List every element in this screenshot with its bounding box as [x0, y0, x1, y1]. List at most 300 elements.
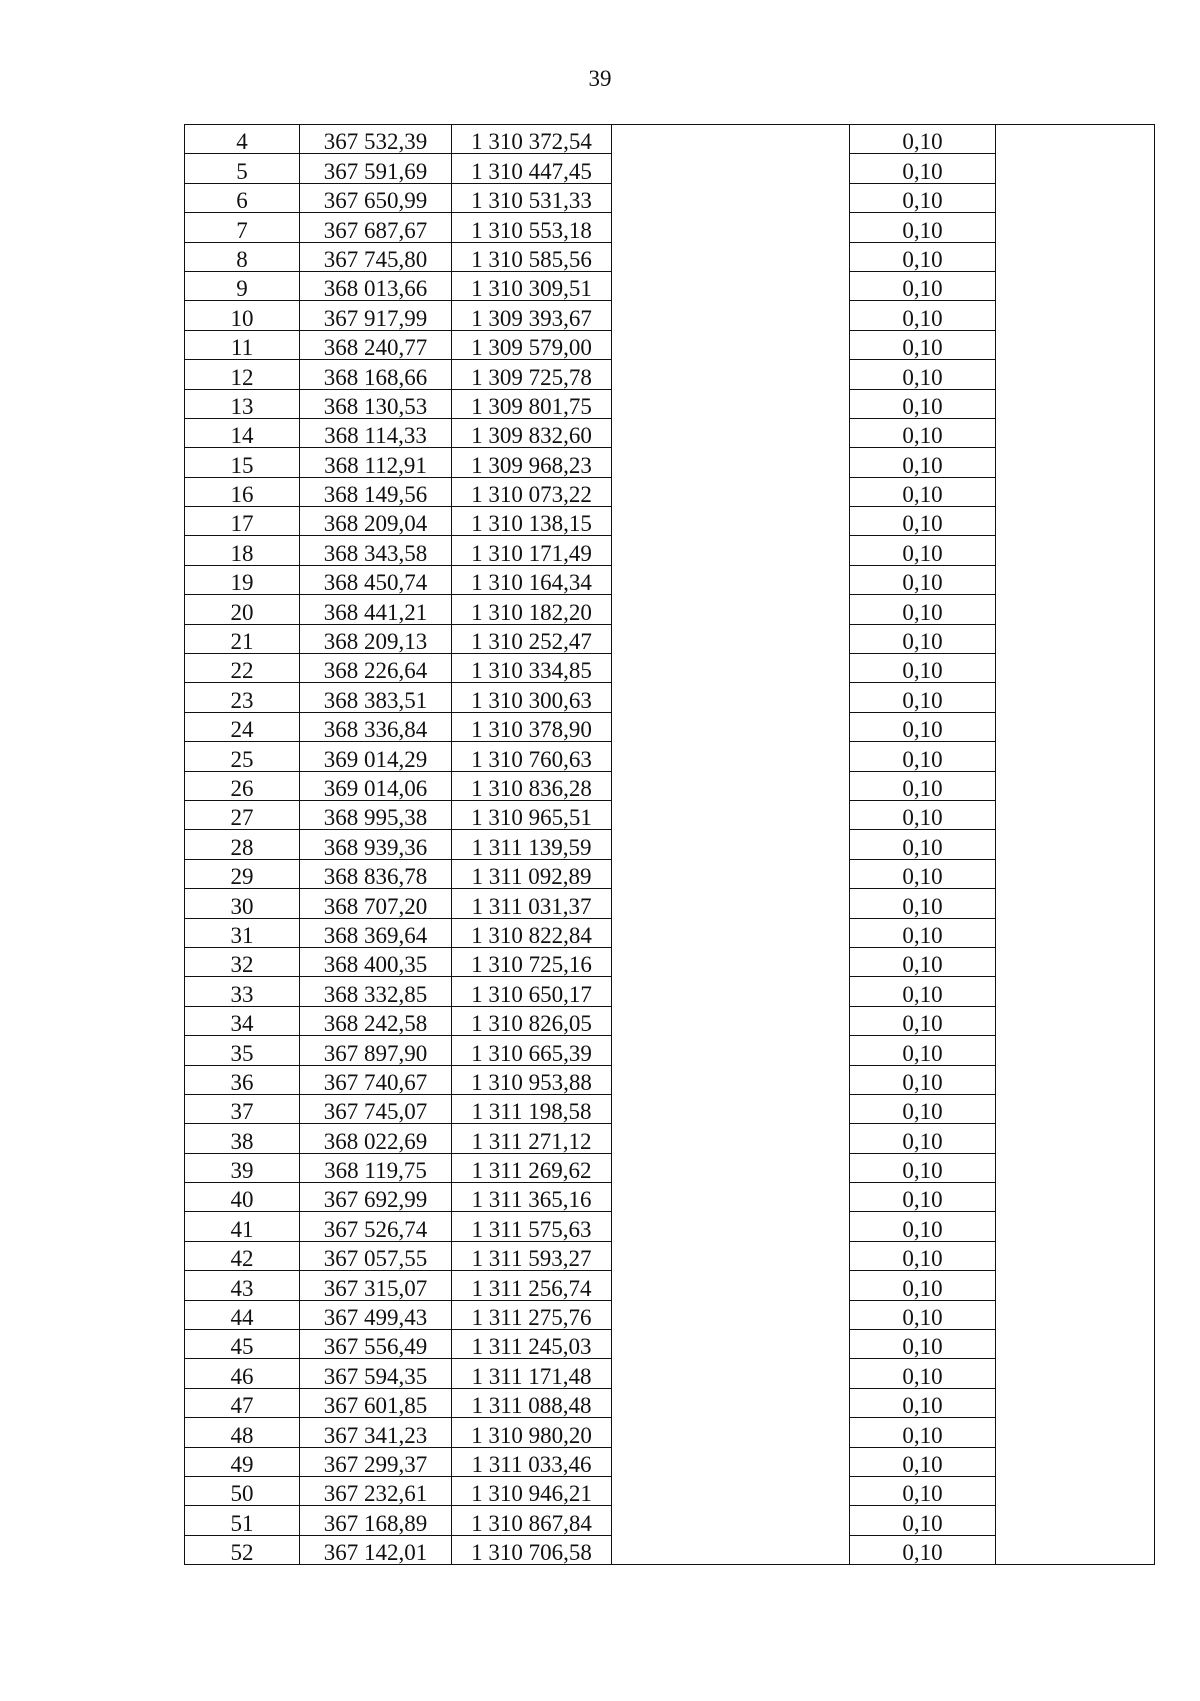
- blank-cell: [996, 301, 1155, 330]
- blank-cell: [612, 1036, 850, 1065]
- accuracy-cell: 0,10: [850, 889, 996, 918]
- table-row: [185, 389, 1155, 418]
- accuracy-cell: 0,10: [850, 742, 996, 771]
- table-row: [185, 1535, 1155, 1564]
- blank-cell: [996, 1006, 1155, 1035]
- blank-cell: [996, 242, 1155, 271]
- point-number-cell: 19: [185, 565, 300, 594]
- point-number-cell: 27: [185, 800, 300, 829]
- blank-cell: [612, 654, 850, 683]
- y-coordinate-cell: 1 311 092,89: [452, 859, 612, 888]
- x-coordinate-cell: 368 226,64: [300, 654, 452, 683]
- page-number: 39: [588, 66, 612, 91]
- accuracy-cell: 0,10: [850, 1006, 996, 1035]
- point-number-cell: 4: [185, 125, 300, 154]
- blank-cell: [996, 771, 1155, 800]
- x-coordinate-cell: 367 745,07: [300, 1094, 452, 1123]
- accuracy-cell: 0,10: [850, 1535, 996, 1564]
- table-row: [185, 1212, 1155, 1241]
- point-number-cell: 13: [185, 389, 300, 418]
- table-row: [185, 1036, 1155, 1065]
- accuracy-cell: 0,10: [850, 1476, 996, 1505]
- point-number-cell: 35: [185, 1036, 300, 1065]
- accuracy-cell: 0,10: [850, 859, 996, 888]
- accuracy-cell: 0,10: [850, 1447, 996, 1476]
- blank-cell: [996, 330, 1155, 359]
- blank-cell: [612, 1153, 850, 1182]
- table-row: [185, 1447, 1155, 1476]
- y-coordinate-cell: 1 310 946,21: [452, 1476, 612, 1505]
- accuracy-cell: 0,10: [850, 330, 996, 359]
- coordinate-table: [184, 124, 1155, 1565]
- point-number-cell: 16: [185, 477, 300, 506]
- x-coordinate-cell: 367 740,67: [300, 1065, 452, 1094]
- x-coordinate-cell: 367 650,99: [300, 183, 452, 212]
- y-coordinate-cell: 1 310 836,28: [452, 771, 612, 800]
- accuracy-cell: 0,10: [850, 1124, 996, 1153]
- blank-cell: [996, 183, 1155, 212]
- blank-cell: [612, 183, 850, 212]
- blank-cell: [996, 448, 1155, 477]
- blank-cell: [996, 565, 1155, 594]
- accuracy-cell: 0,10: [850, 977, 996, 1006]
- y-coordinate-cell: 1 311 171,48: [452, 1359, 612, 1388]
- y-coordinate-cell: 1 310 953,88: [452, 1065, 612, 1094]
- point-number-cell: 39: [185, 1153, 300, 1182]
- x-coordinate-cell: 367 687,67: [300, 213, 452, 242]
- blank-cell: [612, 301, 850, 330]
- blank-cell: [612, 1476, 850, 1505]
- blank-cell: [612, 1418, 850, 1447]
- blank-cell: [612, 536, 850, 565]
- y-coordinate-cell: 1 311 198,58: [452, 1094, 612, 1123]
- table-row: [185, 947, 1155, 976]
- table-row: [185, 1300, 1155, 1329]
- blank-cell: [612, 1124, 850, 1153]
- accuracy-cell: 0,10: [850, 947, 996, 976]
- table-row: [185, 742, 1155, 771]
- table-row: [185, 830, 1155, 859]
- x-coordinate-cell: 367 594,35: [300, 1359, 452, 1388]
- point-number-cell: 8: [185, 242, 300, 271]
- blank-cell: [612, 213, 850, 242]
- blank-cell: [612, 360, 850, 389]
- blank-cell: [996, 1036, 1155, 1065]
- point-number-cell: 6: [185, 183, 300, 212]
- x-coordinate-cell: 368 168,66: [300, 360, 452, 389]
- blank-cell: [612, 1271, 850, 1300]
- table-row: [185, 977, 1155, 1006]
- x-coordinate-cell: 367 299,37: [300, 1447, 452, 1476]
- point-number-cell: 46: [185, 1359, 300, 1388]
- blank-cell: [996, 1153, 1155, 1182]
- x-coordinate-cell: 367 556,49: [300, 1330, 452, 1359]
- blank-cell: [996, 536, 1155, 565]
- x-coordinate-cell: 368 209,13: [300, 624, 452, 653]
- y-coordinate-cell: 1 310 650,17: [452, 977, 612, 1006]
- point-number-cell: 42: [185, 1241, 300, 1270]
- y-coordinate-cell: 1 309 579,00: [452, 330, 612, 359]
- accuracy-cell: 0,10: [850, 360, 996, 389]
- blank-cell: [996, 1388, 1155, 1417]
- table-row: [185, 477, 1155, 506]
- blank-cell: [996, 1300, 1155, 1329]
- y-coordinate-cell: 1 309 832,60: [452, 418, 612, 447]
- blank-cell: [996, 507, 1155, 536]
- table-row: [185, 1183, 1155, 1212]
- y-coordinate-cell: 1 311 139,59: [452, 830, 612, 859]
- blank-cell: [996, 360, 1155, 389]
- table-row: [185, 595, 1155, 624]
- blank-cell: [996, 418, 1155, 447]
- blank-cell: [996, 154, 1155, 183]
- y-coordinate-cell: 1 311 575,63: [452, 1212, 612, 1241]
- blank-cell: [996, 1418, 1155, 1447]
- blank-cell: [996, 1359, 1155, 1388]
- accuracy-cell: 0,10: [850, 183, 996, 212]
- blank-cell: [612, 800, 850, 829]
- blank-cell: [612, 889, 850, 918]
- blank-cell: [996, 889, 1155, 918]
- x-coordinate-cell: 367 897,90: [300, 1036, 452, 1065]
- blank-cell: [996, 683, 1155, 712]
- blank-cell: [996, 1535, 1155, 1564]
- x-coordinate-cell: 368 013,66: [300, 271, 452, 300]
- x-coordinate-cell: 367 057,55: [300, 1241, 452, 1270]
- blank-cell: [612, 418, 850, 447]
- point-number-cell: 30: [185, 889, 300, 918]
- blank-cell: [996, 1094, 1155, 1123]
- x-coordinate-cell: 368 240,77: [300, 330, 452, 359]
- x-coordinate-cell: 367 142,01: [300, 1535, 452, 1564]
- point-number-cell: 45: [185, 1330, 300, 1359]
- point-number-cell: 21: [185, 624, 300, 653]
- y-coordinate-cell: 1 309 725,78: [452, 360, 612, 389]
- y-coordinate-cell: 1 310 760,63: [452, 742, 612, 771]
- accuracy-cell: 0,10: [850, 271, 996, 300]
- table-row: [185, 712, 1155, 741]
- point-number-cell: 32: [185, 947, 300, 976]
- blank-cell: [996, 654, 1155, 683]
- y-coordinate-cell: 1 310 309,51: [452, 271, 612, 300]
- x-coordinate-cell: 368 383,51: [300, 683, 452, 712]
- blank-cell: [612, 1388, 850, 1417]
- accuracy-cell: 0,10: [850, 1359, 996, 1388]
- blank-cell: [996, 742, 1155, 771]
- blank-cell: [612, 624, 850, 653]
- point-number-cell: 18: [185, 536, 300, 565]
- table-row: [185, 448, 1155, 477]
- point-number-cell: 28: [185, 830, 300, 859]
- table-row: [185, 1359, 1155, 1388]
- point-number-cell: 49: [185, 1447, 300, 1476]
- table-row: [185, 771, 1155, 800]
- blank-cell: [612, 1241, 850, 1270]
- blank-cell: [612, 507, 850, 536]
- blank-cell: [612, 683, 850, 712]
- table-row: [185, 624, 1155, 653]
- y-coordinate-cell: 1 311 256,74: [452, 1271, 612, 1300]
- point-number-cell: 51: [185, 1506, 300, 1535]
- accuracy-cell: 0,10: [850, 800, 996, 829]
- table-row: [185, 889, 1155, 918]
- x-coordinate-cell: 368 119,75: [300, 1153, 452, 1182]
- blank-cell: [612, 947, 850, 976]
- point-number-cell: 37: [185, 1094, 300, 1123]
- accuracy-cell: 0,10: [850, 565, 996, 594]
- blank-cell: [612, 977, 850, 1006]
- point-number-cell: 47: [185, 1388, 300, 1417]
- x-coordinate-cell: 367 745,80: [300, 242, 452, 271]
- blank-cell: [996, 1476, 1155, 1505]
- table-row: [185, 271, 1155, 300]
- table-row: [185, 654, 1155, 683]
- blank-cell: [612, 771, 850, 800]
- y-coordinate-cell: 1 310 980,20: [452, 1418, 612, 1447]
- accuracy-cell: 0,10: [850, 1183, 996, 1212]
- table-row: [185, 918, 1155, 947]
- accuracy-cell: 0,10: [850, 1036, 996, 1065]
- blank-cell: [612, 242, 850, 271]
- blank-cell: [996, 1065, 1155, 1094]
- table-row: [185, 507, 1155, 536]
- blank-cell: [996, 830, 1155, 859]
- point-number-cell: 33: [185, 977, 300, 1006]
- accuracy-cell: 0,10: [850, 418, 996, 447]
- blank-cell: [612, 1535, 850, 1564]
- blank-cell: [996, 712, 1155, 741]
- accuracy-cell: 0,10: [850, 1065, 996, 1094]
- y-coordinate-cell: 1 311 271,12: [452, 1124, 612, 1153]
- y-coordinate-cell: 1 310 252,47: [452, 624, 612, 653]
- blank-cell: [612, 1330, 850, 1359]
- blank-cell: [996, 1241, 1155, 1270]
- blank-cell: [612, 389, 850, 418]
- blank-cell: [996, 595, 1155, 624]
- accuracy-cell: 0,10: [850, 154, 996, 183]
- accuracy-cell: 0,10: [850, 242, 996, 271]
- accuracy-cell: 0,10: [850, 830, 996, 859]
- point-number-cell: 25: [185, 742, 300, 771]
- y-coordinate-cell: 1 310 334,85: [452, 654, 612, 683]
- y-coordinate-cell: 1 310 372,54: [452, 125, 612, 154]
- blank-cell: [996, 1212, 1155, 1241]
- point-number-cell: 48: [185, 1418, 300, 1447]
- accuracy-cell: 0,10: [850, 1330, 996, 1359]
- table-row: [185, 213, 1155, 242]
- point-number-cell: 23: [185, 683, 300, 712]
- table-row: [185, 1476, 1155, 1505]
- x-coordinate-cell: 369 014,06: [300, 771, 452, 800]
- blank-cell: [612, 154, 850, 183]
- accuracy-cell: 0,10: [850, 595, 996, 624]
- point-number-cell: 10: [185, 301, 300, 330]
- x-coordinate-cell: 368 369,64: [300, 918, 452, 947]
- table-row: [185, 242, 1155, 271]
- y-coordinate-cell: 1 309 393,67: [452, 301, 612, 330]
- x-coordinate-cell: 368 209,04: [300, 507, 452, 536]
- accuracy-cell: 0,10: [850, 1418, 996, 1447]
- table-row: [185, 183, 1155, 212]
- y-coordinate-cell: 1 310 867,84: [452, 1506, 612, 1535]
- point-number-cell: 29: [185, 859, 300, 888]
- y-coordinate-cell: 1 310 585,56: [452, 242, 612, 271]
- x-coordinate-cell: 367 341,23: [300, 1418, 452, 1447]
- x-coordinate-cell: 368 149,56: [300, 477, 452, 506]
- accuracy-cell: 0,10: [850, 683, 996, 712]
- table-row: [185, 683, 1155, 712]
- table-row: [185, 800, 1155, 829]
- accuracy-cell: 0,10: [850, 477, 996, 506]
- blank-cell: [612, 595, 850, 624]
- y-coordinate-cell: 1 311 031,37: [452, 889, 612, 918]
- x-coordinate-cell: 367 601,85: [300, 1388, 452, 1417]
- x-coordinate-cell: 368 332,85: [300, 977, 452, 1006]
- point-number-cell: 22: [185, 654, 300, 683]
- accuracy-cell: 0,10: [850, 507, 996, 536]
- blank-cell: [612, 1300, 850, 1329]
- table-row: [185, 125, 1155, 154]
- y-coordinate-cell: 1 310 300,63: [452, 683, 612, 712]
- accuracy-cell: 0,10: [850, 1300, 996, 1329]
- x-coordinate-cell: 367 499,43: [300, 1300, 452, 1329]
- x-coordinate-cell: 368 336,84: [300, 712, 452, 741]
- y-coordinate-cell: 1 311 033,46: [452, 1447, 612, 1476]
- y-coordinate-cell: 1 311 593,27: [452, 1241, 612, 1270]
- table-row: [185, 360, 1155, 389]
- point-number-cell: 34: [185, 1006, 300, 1035]
- accuracy-cell: 0,10: [850, 448, 996, 477]
- y-coordinate-cell: 1 310 822,84: [452, 918, 612, 947]
- table-row: [185, 1094, 1155, 1123]
- table-row: [185, 1418, 1155, 1447]
- y-coordinate-cell: 1 311 365,16: [452, 1183, 612, 1212]
- point-number-cell: 50: [185, 1476, 300, 1505]
- accuracy-cell: 0,10: [850, 654, 996, 683]
- point-number-cell: 40: [185, 1183, 300, 1212]
- point-number-cell: 31: [185, 918, 300, 947]
- blank-cell: [612, 859, 850, 888]
- blank-cell: [996, 1271, 1155, 1300]
- x-coordinate-cell: 368 450,74: [300, 565, 452, 594]
- x-coordinate-cell: 368 022,69: [300, 1124, 452, 1153]
- blank-cell: [996, 918, 1155, 947]
- accuracy-cell: 0,10: [850, 624, 996, 653]
- x-coordinate-cell: 367 591,69: [300, 154, 452, 183]
- x-coordinate-cell: 367 532,39: [300, 125, 452, 154]
- table-row: [185, 1153, 1155, 1182]
- x-coordinate-cell: 368 130,53: [300, 389, 452, 418]
- point-number-cell: 7: [185, 213, 300, 242]
- point-number-cell: 44: [185, 1300, 300, 1329]
- y-coordinate-cell: 1 310 725,16: [452, 947, 612, 976]
- point-number-cell: 43: [185, 1271, 300, 1300]
- blank-cell: [996, 1330, 1155, 1359]
- table-row: [185, 565, 1155, 594]
- table-row: [185, 330, 1155, 359]
- y-coordinate-cell: 1 310 138,15: [452, 507, 612, 536]
- x-coordinate-cell: 367 917,99: [300, 301, 452, 330]
- accuracy-cell: 0,10: [850, 1153, 996, 1182]
- table-row: [185, 1388, 1155, 1417]
- table-row: [185, 1271, 1155, 1300]
- blank-cell: [612, 271, 850, 300]
- blank-cell: [996, 977, 1155, 1006]
- blank-cell: [612, 712, 850, 741]
- table-row: [185, 1241, 1155, 1270]
- blank-cell: [996, 1124, 1155, 1153]
- blank-cell: [996, 389, 1155, 418]
- x-coordinate-cell: 367 232,61: [300, 1476, 452, 1505]
- accuracy-cell: 0,10: [850, 389, 996, 418]
- table-row: [185, 1065, 1155, 1094]
- coordinate-table-body: [185, 125, 1155, 1565]
- y-coordinate-cell: 1 310 665,39: [452, 1036, 612, 1065]
- blank-cell: [996, 1506, 1155, 1535]
- blank-cell: [996, 800, 1155, 829]
- blank-cell: [612, 477, 850, 506]
- x-coordinate-cell: 367 168,89: [300, 1506, 452, 1535]
- blank-cell: [996, 125, 1155, 154]
- blank-cell: [612, 830, 850, 859]
- point-number-cell: 38: [185, 1124, 300, 1153]
- accuracy-cell: 0,10: [850, 918, 996, 947]
- blank-cell: [612, 330, 850, 359]
- blank-cell: [996, 1447, 1155, 1476]
- table-row: [185, 1124, 1155, 1153]
- blank-cell: [612, 1065, 850, 1094]
- accuracy-cell: 0,10: [850, 213, 996, 242]
- blank-cell: [612, 448, 850, 477]
- point-number-cell: 52: [185, 1535, 300, 1564]
- y-coordinate-cell: 1 310 378,90: [452, 712, 612, 741]
- point-number-cell: 17: [185, 507, 300, 536]
- point-number-cell: 41: [185, 1212, 300, 1241]
- point-number-cell: 11: [185, 330, 300, 359]
- point-number-cell: 36: [185, 1065, 300, 1094]
- blank-cell: [996, 947, 1155, 976]
- y-coordinate-cell: 1 310 171,49: [452, 536, 612, 565]
- y-coordinate-cell: 1 311 245,03: [452, 1330, 612, 1359]
- x-coordinate-cell: 367 315,07: [300, 1271, 452, 1300]
- blank-cell: [612, 918, 850, 947]
- x-coordinate-cell: 368 114,33: [300, 418, 452, 447]
- y-coordinate-cell: 1 311 269,62: [452, 1153, 612, 1182]
- x-coordinate-cell: 367 526,74: [300, 1212, 452, 1241]
- y-coordinate-cell: 1 310 826,05: [452, 1006, 612, 1035]
- blank-cell: [612, 565, 850, 594]
- accuracy-cell: 0,10: [850, 771, 996, 800]
- blank-cell: [996, 859, 1155, 888]
- point-number-cell: 24: [185, 712, 300, 741]
- y-coordinate-cell: 1 311 275,76: [452, 1300, 612, 1329]
- table-row: [185, 1506, 1155, 1535]
- x-coordinate-cell: 368 400,35: [300, 947, 452, 976]
- y-coordinate-cell: 1 310 182,20: [452, 595, 612, 624]
- blank-cell: [996, 1183, 1155, 1212]
- blank-cell: [612, 1359, 850, 1388]
- point-number-cell: 9: [185, 271, 300, 300]
- blank-cell: [996, 213, 1155, 242]
- accuracy-cell: 0,10: [850, 1241, 996, 1270]
- blank-cell: [612, 742, 850, 771]
- accuracy-cell: 0,10: [850, 712, 996, 741]
- blank-cell: [612, 1447, 850, 1476]
- y-coordinate-cell: 1 310 531,33: [452, 183, 612, 212]
- x-coordinate-cell: 369 014,29: [300, 742, 452, 771]
- x-coordinate-cell: 368 707,20: [300, 889, 452, 918]
- point-number-cell: 15: [185, 448, 300, 477]
